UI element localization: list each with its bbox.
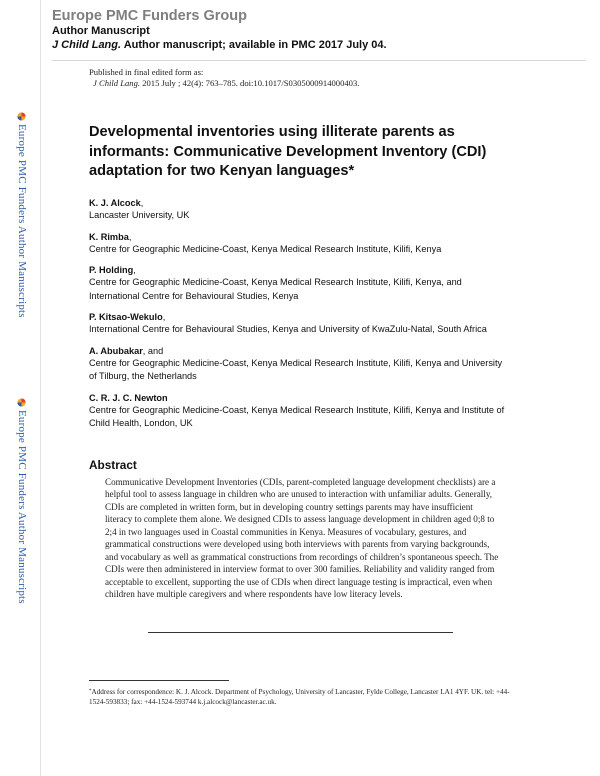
side-banner-bottom	[0, 398, 30, 728]
author-name: K. Rimba	[89, 231, 129, 242]
author-name: P. Kitsao-Wekulo	[89, 312, 163, 322]
header-divider	[52, 60, 586, 61]
footnote-marker: *	[89, 689, 92, 694]
published-label: Published in final edited form as:	[89, 67, 204, 77]
availability-text: Author manuscript; available in PMC 2017 July 04.	[123, 39, 387, 51]
journal-name: J Child Lang.	[52, 39, 122, 51]
publication-info	[89, 67, 359, 89]
author-affiliation: International Centre for Behavioural Studies, Kenya and University of KwaZulu-Natal, South Africa	[89, 324, 487, 334]
footnote-text: Address for correspondence: K. J. Alcock. Department of Psychology, University of Lancaster, Fylde College, Lancaster LA1 4YF. UK. tel: +44-1524-593833; fax: +44-1524-593744 k.j.alcock@lancaster.ac.uk.	[89, 688, 510, 706]
author-affiliation: Centre for Geographic Medicine-Coast, Kenya Medical Research Institute, Kilifi, Kenya, and International Centre for Behavioural Studies, Kenya	[89, 277, 462, 301]
author-entry	[89, 231, 509, 257]
citation-details: 2015 July ; 42(4): 763–785. doi:10.1017/S0305000914000403.	[142, 78, 360, 88]
article-title: Developmental inventories using illiterate parents as informants: Communicative Development Inventory (CDI) adaptation for two Kenyan languages*	[89, 124, 487, 179]
abstract-divider	[148, 632, 453, 633]
abstract-text: Communicative Development Inventories (CDIs, parent-completed language development checklists) are a helpful tool to assess language in children who are unused to interaction with unfamiliar adults. Generally, CDIs are completed in written form, but in developing country settings parents may have insufficient literacy to complete them alone. We designed CDIs to assess language development in children aged 0;8 to 2;4 in two languages used in Coastal communities in Kenya. Measures of vocabulary, gestures, and grammatical constructions were developed using both interviews with parents from varying backgrounds, and vocabulary as well as grammatical constructions from recordings of children’s spontaneous speech. The CDIs were then administered in interview format to over 300 families. Reliability and validity ranged from acceptable to excellent, supporting the use of CDIs when direct language testing is impractical, even when children have multiple caregivers and where respondents have low literacy levels.	[105, 477, 499, 600]
europe-pmc-logo-icon	[17, 112, 26, 121]
author-name-line	[89, 197, 509, 209]
author-affiliation: Lancaster University, UK	[89, 210, 190, 220]
author-suffix: ,	[162, 312, 166, 322]
author-entry	[89, 264, 509, 303]
page-header	[52, 8, 572, 52]
side-banner-top	[0, 112, 30, 442]
author-suffix: , and	[142, 345, 164, 356]
europe-pmc-logo-icon	[17, 398, 26, 407]
author-affiliation: Centre for Geographic Medicine-Coast, Kenya Medical Research Institute, Kilifi, Kenya	[89, 243, 442, 254]
availability-line	[52, 38, 572, 52]
citation-journal: J Child Lang.	[93, 78, 141, 88]
sidebar-divider	[40, 0, 41, 776]
author-name-line	[89, 231, 509, 243]
author-entry	[89, 392, 509, 431]
side-banner-label: Europe PMC Funders Author Manuscripts	[16, 410, 28, 604]
author-suffix: ,	[140, 198, 144, 208]
author-name: A. Abubakar	[89, 345, 143, 356]
author-entry	[89, 197, 509, 223]
citation-line	[89, 78, 359, 89]
author-name-line	[89, 311, 509, 323]
abstract-heading: Abstract	[89, 458, 137, 472]
author-entry	[89, 345, 509, 384]
author-manuscript-label: Author Manuscript	[52, 25, 150, 37]
author-name-line	[89, 264, 509, 276]
footnote	[89, 687, 519, 707]
funders-group-title: Europe PMC Funders Group	[52, 8, 247, 24]
author-name: P. Holding	[89, 265, 134, 275]
author-affiliation: Centre for Geographic Medicine-Coast, Kenya Medical Research Institute, Kilifi, Kenya and Institute of Child Health, London, UK	[89, 404, 505, 428]
author-entry	[89, 311, 509, 337]
author-suffix: ,	[128, 231, 132, 242]
author-name: C. R. J. C. Newton	[89, 392, 168, 403]
author-list	[89, 197, 509, 439]
author-suffix: ,	[133, 265, 136, 275]
footnote-divider	[89, 680, 229, 681]
author-name-line	[89, 392, 509, 404]
author-name-line	[89, 345, 509, 357]
author-name: K. J. Alcock	[89, 198, 141, 208]
author-affiliation: Centre for Geographic Medicine-Coast, Kenya Medical Research Institute, Kilifi, Kenya and University of Tilburg, the Netherlands	[89, 357, 503, 381]
side-banner-label: Europe PMC Funders Author Manuscripts	[16, 124, 28, 318]
